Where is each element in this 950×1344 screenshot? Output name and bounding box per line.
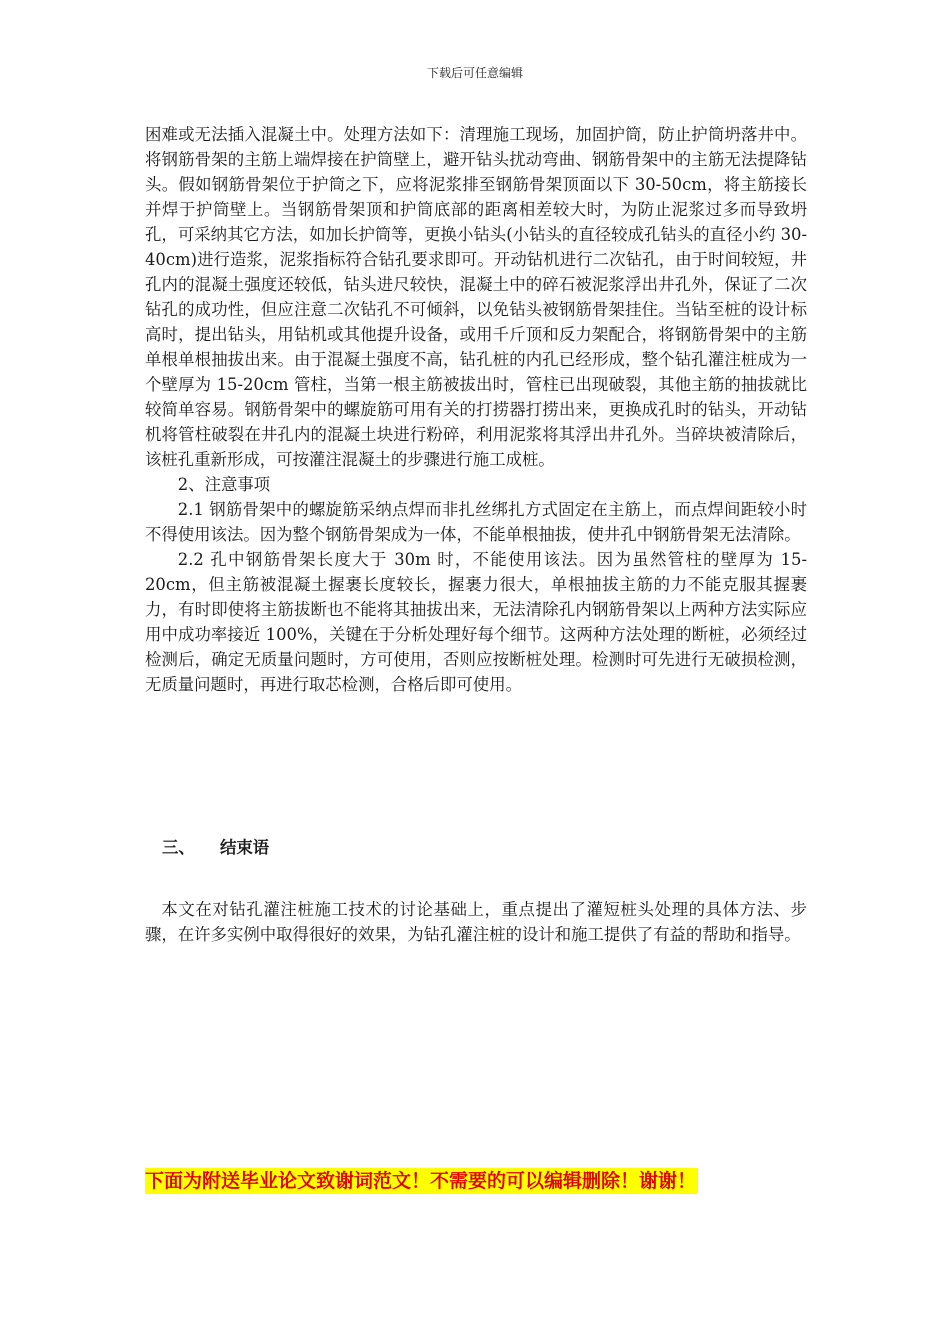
note-item-2-2: 2.2 孔中钢筋骨架长度大于 30m 时，不能使用该法。因为虽然管柱的壁厚为 15-20cm，但主筋被混凝土握裹长度较长，握裹力很大，单根抽拔主筋的力不能克服其握裹力，有时即使将主筋拔断也不能将其抽拔出来，无法清除孔内钢筋骨架以上两种方法实际应用中成功率接近 100%，关键在于分析处理好每个细节。这两种方法处理的断桩，必须经过检测后，确定无质量问题时，方可使用，否则应按断桩处理。检测时可先进行无破损检测，无质量问题时，再进行取芯检测，合格后即可使用。 xyxy=(145,550,807,694)
section-heading-conclusion xyxy=(162,835,269,860)
section-title: 结束语 xyxy=(220,838,270,857)
subheading-notes: 2、注意事项 xyxy=(177,475,271,494)
conclusion-paragraph: 本文在对钻孔灌注桩施工技术的讨论基础上，重点提出了灌短桩头处理的具体方法、步骤，在许多实例中取得很好的效果，为钻孔灌注桩的设计和施工提供了有益的帮助和指导。 xyxy=(145,900,807,944)
body-paragraph: 困难或无法插入混凝土中。处理方法如下：清理施工现场，加固护筒，防止护筒坍落井中。将钢筋骨架的主筋上端焊接在护筒壁上，避开钻头扰动弯曲、钢筋骨架中的主筋无法提降钻头。假如钢筋骨架位于护筒之下，应将泥浆排至钢筋骨架顶面以下 30-50cm，将主筋接长并焊于护筒壁上。当钢筋骨架顶和护筒底部的距离相差较大时，为防止泥浆过多而导致坍孔，可采纳其它方法，如加长护筒等，更换小钻头(小钻头的直径较成孔钻头的直径小约 30-40cm)进行造浆，泥浆指标符合钻孔要求即可。开动钻机进行二次钻孔，由于时间较短，井孔内的混凝土强度还较低，钻头进尺较快，混凝土中的碎石被泥浆浮出井孔外，保证了二次钻孔的成功性，但应注意二次钻孔不可倾斜，以免钻头被钢筋骨架挂住。当钻至桩的设计标高时，提出钻头，用钻机或其他提升设备，或用千斤顶和反力架配合，将钢筋骨架中的主筋单根单根抽拔出来。由于混凝土强度不高，钻孔桩的内孔已经形成，整个钻孔灌注桩成为一个壁厚为 15-20cm 管柱，当第一根主筋被拔出时，管柱已出现破裂，其他主筋的抽拔就比较简单容易。钢筋骨架中的螺旋筋可用有关的打捞器打捞出来，更换成孔时的钻头，开动钻机将管柱破裂在井孔内的混凝土块进行粉碎，利用泥浆将其浮出井孔外。当碎块被清除后，该桩孔重新形成，可按灌注混凝土的步骤进行施工成桩。 xyxy=(145,125,807,469)
highlighted-notice: 下面为附送毕业论文致谢词范文！不需要的可以编辑删除！谢谢！ xyxy=(145,1170,697,1192)
section-number: 三、 xyxy=(162,838,195,857)
page-header: 下载后可任意编辑 xyxy=(426,66,523,80)
main-body xyxy=(145,122,807,697)
note-item-2-1: 2.1 钢筋骨架中的螺旋筋采纳点焊而非扎丝绑扎方式固定在主筋上，而点焊间距较小时不得使用该法。因为整个钢筋骨架成为一体，不能单根抽拔，使井孔中钢筋骨架无法清除。 xyxy=(145,500,807,544)
